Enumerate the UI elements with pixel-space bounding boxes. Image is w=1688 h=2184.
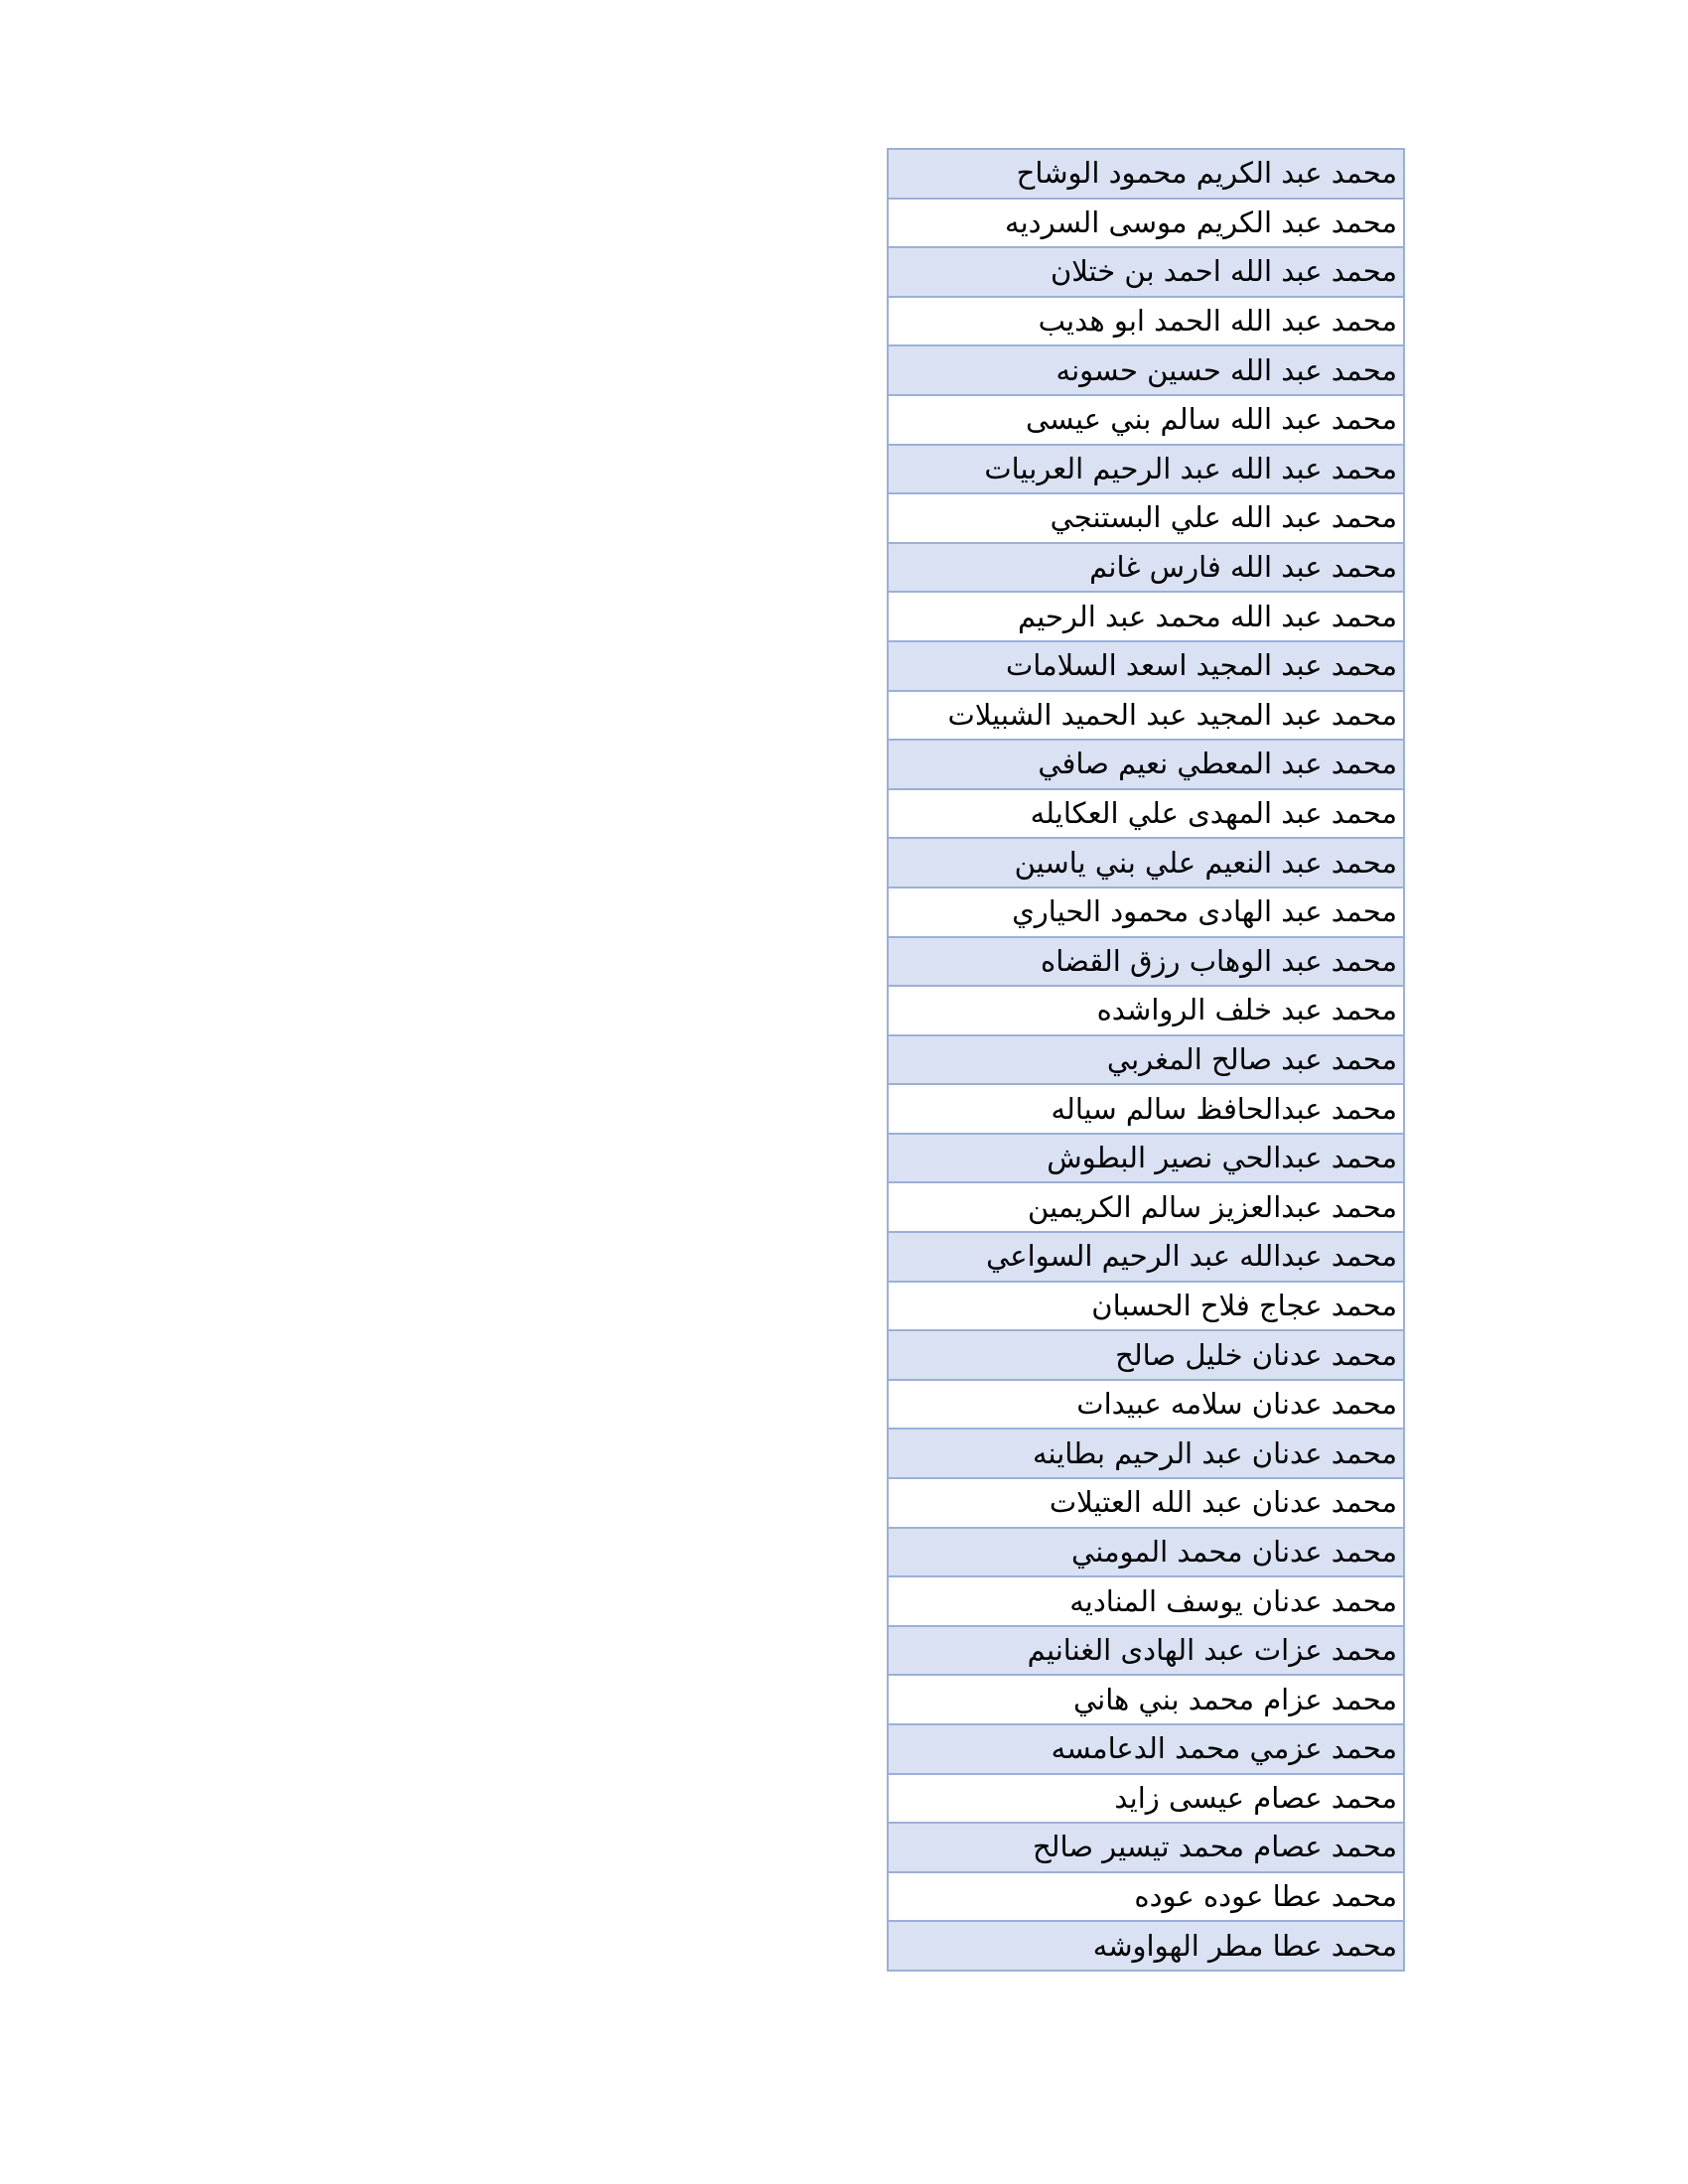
name-cell: محمد عبد المهدى علي العكايله: [888, 789, 1404, 839]
table-row: [888, 1478, 1404, 1528]
name-cell: محمد عبدالله عبد الرحيم السواعي: [888, 1232, 1404, 1282]
table-row: [888, 740, 1404, 789]
table-row: [888, 1528, 1404, 1577]
table-row: [888, 1134, 1404, 1183]
name-cell: محمد عدنان سلامه عبيدات: [888, 1380, 1404, 1430]
table-row: [888, 1774, 1404, 1824]
name-cell: محمد عبد الله احمد بن ختلان: [888, 247, 1404, 297]
name-cell: محمد عبد الله الحمد ابو هديب: [888, 297, 1404, 346]
table-row: [888, 1872, 1404, 1922]
name-cell: محمد عبد الله حسين حسونه: [888, 345, 1404, 395]
name-cell: محمد عدنان محمد المومني: [888, 1528, 1404, 1577]
name-cell: محمد عبد الكريم موسى السرديه: [888, 199, 1404, 248]
name-cell: محمد عبد الكريم محمود الوشاح: [888, 149, 1404, 199]
table-row: [888, 838, 1404, 887]
name-cell: محمد عصام عيسى زايد: [888, 1774, 1404, 1824]
table-row: [888, 1182, 1404, 1232]
table-row: [888, 1429, 1404, 1478]
table-row: [888, 199, 1404, 248]
name-cell: محمد عبدالحافظ سالم سياله: [888, 1084, 1404, 1134]
name-cell: محمد عدنان خليل صالح: [888, 1330, 1404, 1380]
table-row: [888, 395, 1404, 445]
table-row: [888, 1330, 1404, 1380]
name-cell: محمد عبد الله فارس غانم: [888, 543, 1404, 593]
table-row: [888, 986, 1404, 1035]
table-row: [888, 887, 1404, 937]
name-cell: محمد عبد الله عبد الرحيم العربيات: [888, 445, 1404, 494]
name-cell: محمد عبد صالح المغربي: [888, 1035, 1404, 1085]
name-cell: محمد عبد الله محمد عبد الرحيم: [888, 592, 1404, 641]
table-row: [888, 149, 1404, 199]
name-cell: محمد عبد الله سالم بني عيسى: [888, 395, 1404, 445]
name-cell: محمد عبدالحي نصير البطوش: [888, 1134, 1404, 1183]
table-row: [888, 493, 1404, 543]
name-cell: محمد عبد المعطي نعيم صافي: [888, 740, 1404, 789]
name-cell: محمد عبد الله علي البستنجي: [888, 493, 1404, 543]
table-row: [888, 691, 1404, 741]
table-row: [888, 1823, 1404, 1872]
table-row: [888, 1084, 1404, 1134]
table-row: [888, 937, 1404, 987]
table-row: [888, 247, 1404, 297]
table-row: [888, 1035, 1404, 1085]
name-cell: محمد عجاج فلاح الحسبان: [888, 1282, 1404, 1331]
table-row: [888, 1675, 1404, 1724]
table-row: [888, 592, 1404, 641]
name-cell: محمد عبد الهادى محمود الحياري: [888, 887, 1404, 937]
table-row: [888, 789, 1404, 839]
name-cell: محمد عبد المجيد اسعد السلامات: [888, 641, 1404, 691]
name-cell: محمد عزمي محمد الدعامسه: [888, 1724, 1404, 1774]
table-row: [888, 345, 1404, 395]
table-row: [888, 1724, 1404, 1774]
name-cell: محمد عطا مطر الهواوشه: [888, 1921, 1404, 1971]
table-row: [888, 1282, 1404, 1331]
name-cell: محمد عدنان عبد الرحيم بطاينه: [888, 1429, 1404, 1478]
name-cell: محمد عدنان عبد الله العتيلات: [888, 1478, 1404, 1528]
name-cell: محمد عبد خلف الرواشده: [888, 986, 1404, 1035]
name-cell: محمد عصام محمد تيسير صالح: [888, 1823, 1404, 1872]
table-row: [888, 543, 1404, 593]
table-row: [888, 1232, 1404, 1282]
name-cell: محمد عدنان يوسف المناديه: [888, 1576, 1404, 1626]
name-cell: محمد عبد النعيم علي بني ياسين: [888, 838, 1404, 887]
names-table: [887, 148, 1405, 1972]
table-row: [888, 641, 1404, 691]
name-cell: محمد عطا عوده عوده: [888, 1872, 1404, 1922]
table-row: [888, 445, 1404, 494]
name-cell: محمد عبد المجيد عبد الحميد الشبيلات: [888, 691, 1404, 741]
name-cell: محمد عزات عبد الهادى الغنانيم: [888, 1626, 1404, 1676]
table-row: [888, 1576, 1404, 1626]
table-row: [888, 1626, 1404, 1676]
name-cell: محمد عزام محمد بني هاني: [888, 1675, 1404, 1724]
table-row: [888, 297, 1404, 346]
table-row: [888, 1380, 1404, 1430]
name-cell: محمد عبدالعزيز سالم الكريمين: [888, 1182, 1404, 1232]
names-table-body: [888, 149, 1404, 1971]
table-row: [888, 1921, 1404, 1971]
name-cell: محمد عبد الوهاب رزق القضاه: [888, 937, 1404, 987]
